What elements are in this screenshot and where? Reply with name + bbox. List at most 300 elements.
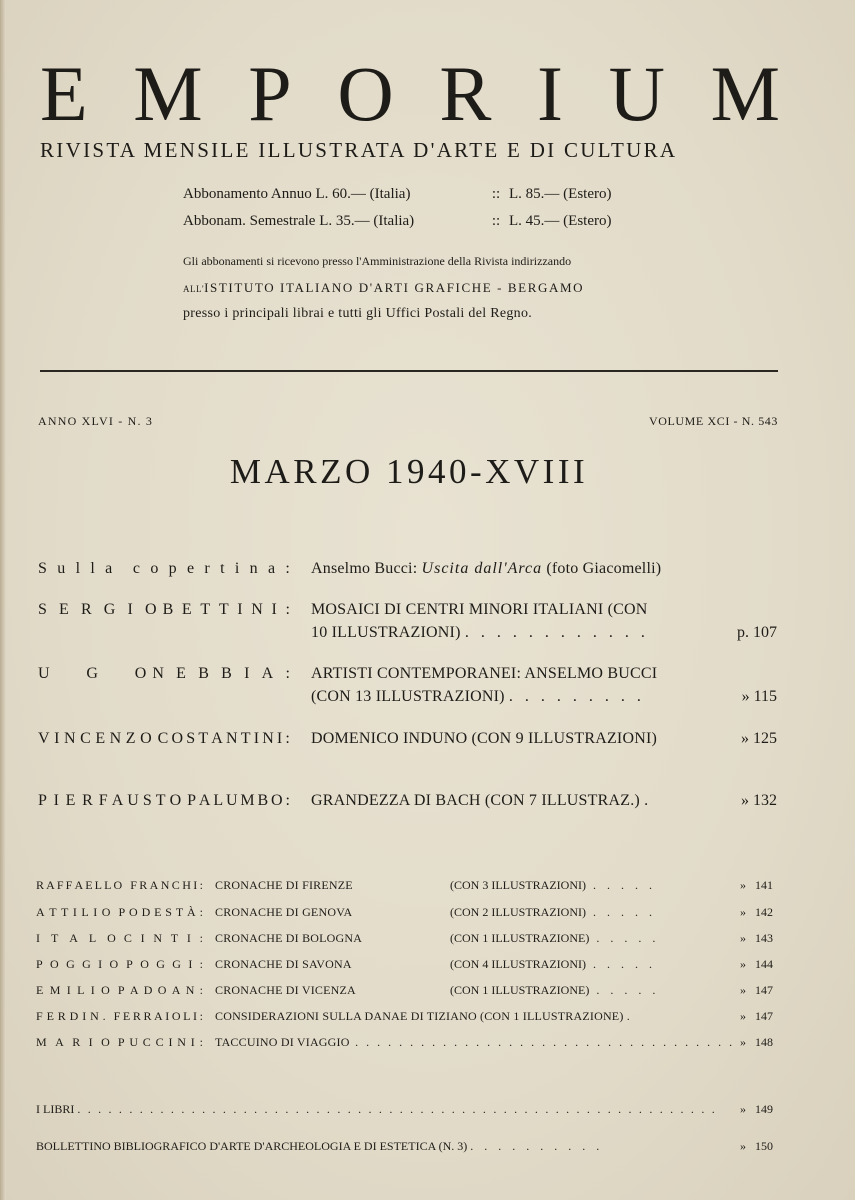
chronicle-title [215,957,352,972]
author-word [118,905,203,920]
note-prefix: ALL' [183,284,205,294]
article-title-line2: 10 ILLUSTRAZIONI) [311,624,461,641]
author-letter: E [176,665,186,682]
author-word [152,665,290,683]
author-letter: L [77,983,85,997]
author-letter: H [182,878,191,892]
title-letter: E [40,50,88,137]
books-entry [36,1102,717,1117]
author-letter: I [66,983,71,997]
chronicle-title [215,1009,630,1024]
author-letter: E [65,792,76,809]
chronicle-title-text: TACCUINO DI VIAGGIO [215,1035,350,1049]
author-letter: L [88,931,97,945]
author-letter: N [152,665,164,682]
author-letter: T [61,905,69,919]
author-letter: R [72,1035,81,1049]
leader-dots: . . . . . . . . . . . . . . . . . . . . . . . . . . . . . . . . . . . . . . . . . . . . . . . . . . . . . . . . . . . . . . [77,1102,717,1116]
author-letter: T [175,905,184,919]
author-word [114,1009,203,1024]
author-letter: O [169,792,182,809]
subscription-separator: :: [491,213,501,229]
author-letter: O [109,957,119,971]
chronicle-author [36,878,203,893]
chronicle-illustrations [450,878,656,893]
books-page [740,1102,773,1117]
author-letter: E [36,983,44,997]
chronicle-page [740,878,773,893]
author-letter: : [199,983,203,997]
article-author [38,601,290,619]
author-letter: O [101,905,111,919]
chronicle-title-text: CRONACHE DI VICENZA [215,983,356,997]
subscription-semester-abroad: L. 45.— (Estero) [509,213,612,229]
cover-label-letter: a [267,560,276,577]
author-letter: V [38,730,50,747]
author-letter: E [85,878,93,892]
author-word [36,878,122,893]
chronicle-title [215,905,352,920]
author-letter: D [143,983,153,997]
cover-work: Uscita dall'Arca [421,560,543,577]
page-mark: » [740,931,746,945]
page-mark: » [740,878,746,892]
chronicle-author [36,1035,203,1050]
author-word [38,665,146,683]
author-letter: : [285,665,290,682]
title-letter: M [133,50,203,137]
page-prefix: p. [737,624,749,641]
page-mark: » [740,1009,746,1023]
page-binding-edge [0,0,6,1200]
article-author [38,730,290,748]
author-letter: E [122,1009,131,1023]
chronicle-author [36,905,203,920]
chronicle-illustrations [450,931,659,946]
author-letter: O [171,730,184,747]
author-letter: I [193,1009,198,1023]
illustration-count: (CON 3 ILLUSTRAZIONI) [450,878,586,892]
author-letter: I [165,1009,170,1023]
article-title: DOMENICO INDUNO (CON 9 ILLUSTRAZIONI) [311,730,658,747]
author-letter: I [127,601,133,618]
author-letter: I [54,730,60,747]
author-letter: P [187,792,197,809]
issue-volume: VOLUME XCI - N. 543 [648,414,778,428]
article-title-cont [311,624,649,642]
chronicle-title-text: CONSIDERAZIONI SULLA DANAE DI TIZIANO (CON 1 ILLUSTRAZIONE) . [215,1009,630,1023]
page-mark: » [740,905,746,919]
author-letter: L [213,792,224,809]
page-mark: » [740,957,746,971]
chronicle-page [740,931,773,946]
author-letter: O [107,931,116,945]
author-word [118,1035,203,1050]
page-number: 144 [755,957,773,971]
author-letter: I [190,1035,195,1049]
author-letter: F [65,878,73,892]
page-number: 141 [755,878,773,892]
magazine-title [40,50,780,137]
leader-dots: . . . . . . . . . . . . [464,624,649,641]
author-letter: S [186,730,196,747]
cover-description [311,560,661,578]
author-word [36,1035,110,1050]
author-letter: E [95,730,106,747]
cover-label-letter: r [204,560,210,577]
leader-dots: . . . . . . . . . . . . . . . . . . . . . . . . . . . . . . . . . . . [349,1035,735,1049]
author-letter: C [123,931,132,945]
chronicle-page [740,1035,773,1050]
author-letter: P [126,957,133,971]
author-letter: A [154,1009,163,1023]
leader-dots: . . . . . [585,957,656,971]
author-letter: M [49,983,61,997]
leader-dots: . . . . . [585,878,656,892]
author-letter: T [155,792,166,809]
subscription-semester-price: Abbonam. Semestrale L. 35.— (Italia) [183,213,415,229]
author-letter: B [198,665,209,682]
author-letter: R [132,1009,141,1023]
author-letter: R [82,792,93,809]
page-number: 148 [755,1035,773,1049]
cover-label-letter: l [90,560,95,577]
issue-anno: ANNO XLVI - N. 3 [38,414,154,428]
author-word [126,957,203,972]
page-mark: » [740,1139,746,1153]
author-letter: L [94,878,102,892]
author-letter: C [80,730,91,747]
illustration-count: (CON 4 ILLUSTRAZIONI) [450,957,586,971]
author-letter: I [93,905,98,919]
author-letter: N [153,931,163,945]
author-letter: O [144,601,157,618]
author-letter: A [211,730,223,747]
author-letter: P [118,905,126,919]
author-letter: C [157,730,169,747]
author-letter: P [36,957,43,971]
illustration-count: (CON 1 ILLUSTRAZIONE) [450,983,590,997]
author-letter: I [140,931,145,945]
author-letter: E [181,601,192,618]
author-letter: O [101,1035,110,1049]
author-letter: I [72,905,77,919]
author-letter: N [90,1009,99,1023]
author-letter: O [101,983,110,997]
article-author [38,792,290,810]
author-letter: I [193,878,198,892]
article-page [737,624,777,642]
page-number: 149 [755,1102,773,1116]
author-letter: F [56,878,64,892]
author-word [36,905,110,920]
author-letter: : [285,792,290,809]
author-letter: I [244,665,250,682]
author-word [130,878,203,893]
page-number: 132 [753,792,777,809]
page-number: 147 [755,1009,773,1023]
subscription-semester [183,213,611,230]
article-page [741,792,777,810]
chronicle-author [36,957,203,972]
author-letter: T [218,601,229,618]
article-title-cont [311,688,645,706]
author-letter: I [88,1035,93,1049]
chronicle-page [740,983,773,998]
page-mark: » [740,1102,746,1116]
author-word [158,730,290,748]
author-letter: A [198,792,211,809]
publisher-name: ISTITUTO ITALIANO D'ARTI GRAFICHE - BERGAMO [204,280,585,295]
chronicle-title-text: CRONACHE DI BOLOGNA [215,931,363,945]
author-letter: L [81,905,89,919]
author-letter: : [199,931,203,945]
author-letter: I [53,792,59,809]
chronicle-page [740,1009,773,1024]
cover-credit: (foto Giacomelli) [546,560,662,577]
author-word [36,983,110,998]
author-letter: G [66,957,75,971]
article-page [741,730,777,748]
author-letter: A [129,983,139,997]
author-letter: O [271,792,283,809]
chronicle-page [740,957,773,972]
chronicle-title [215,983,356,998]
title-letter: O [337,50,394,137]
title-letter: U [608,50,665,137]
chronicle-illustrations [450,905,656,920]
author-letter: I [90,983,95,997]
author-letter: O [171,1009,181,1023]
article-title-line2: (CON 13 ILLUSTRAZIONI) [311,688,505,705]
page-mark: » [740,1035,746,1049]
author-letter: R [36,878,45,892]
leader-dots: . . . . . [589,983,660,997]
illustration-count: (CON 1 ILLUSTRAZIONE) [450,931,590,945]
page-number: 115 [753,688,777,705]
author-letter: N [160,878,170,892]
author-letter: O [140,957,149,971]
author-letter: F [113,1009,121,1023]
author-letter: A [36,905,45,919]
author-letter: S [165,905,172,919]
author-letter: A [171,983,181,997]
author-letter: T [200,601,211,618]
author-letter: A [111,792,124,809]
author-letter: A [261,665,274,682]
cover-label [38,560,290,578]
author-letter: E [59,601,69,618]
author-letter: U [225,792,238,809]
author-letter: S [38,601,47,618]
cover-label-letter: e [186,560,195,577]
cover-label-letter: S [38,560,47,577]
page-number: 107 [753,624,777,641]
leader-dots: . . . . . [585,905,656,919]
misc-title: BOLLETTINO BIBLIOGRAFICO D'ARTE D'ARCHEOLOGIA E DI ESTETICA (N. 3) [36,1139,468,1153]
author-letter: R [80,601,92,618]
title-letter: P [248,50,292,137]
author-word [36,1009,106,1024]
author-letter: I [186,931,191,945]
cover-artist: Anselmo Bucci: [311,560,418,577]
author-letter: A [74,878,84,892]
author-letter: S [142,792,152,809]
author-letter: . [102,1009,106,1023]
magazine-subtitle: RIVISTA MENSILE ILLUSTRATA D'ARTE E DI CULTURA [40,138,678,162]
misc-title: I LIBRI [36,1102,75,1116]
author-word [38,730,152,748]
issue-date: MARZO 1940-XVIII [229,452,589,491]
author-letter: À [187,905,196,919]
cover-label-letter: n [249,560,258,577]
bulletin-page [740,1139,773,1154]
page-number: 147 [755,983,773,997]
author-letter: E [46,1009,54,1023]
author-letter: G [156,957,165,971]
author-letter: I [237,601,243,618]
author-letter: N [63,730,76,747]
author-letter: I [271,601,277,618]
cover-label-letter: a [105,560,113,577]
page-prefix: » [741,688,750,705]
author-letter: F [36,1009,43,1023]
author-letter: : [285,730,290,747]
author-word [99,792,181,810]
author-letter: : [199,1009,203,1023]
author-letter: O [140,730,152,747]
author-letter: U [127,792,139,809]
page-number: 125 [753,730,777,747]
author-letter: A [149,878,159,892]
author-letter: I [253,730,260,747]
author-letter: C [155,1035,164,1049]
author-letter: G [103,601,116,618]
author-letter: O [113,878,123,892]
author-letter: I [276,730,283,747]
page-mark: » [740,983,746,997]
cover-label-letter: : [285,560,290,577]
author-letter: M [240,792,255,809]
author-letter: I [168,1035,173,1049]
author-letter: : [199,957,204,971]
cover-label-letter: p [168,560,177,577]
chronicle-title-text: CRONACHE DI SAVONA [215,957,352,971]
title-letter: R [439,50,492,137]
author-word [38,601,157,619]
author-letter: A [69,931,78,945]
chronicle-illustrations [450,983,659,998]
chronicle-author [36,983,203,998]
author-letter: B [162,601,174,618]
cover-label-letter: o [150,560,159,577]
author-letter: C [171,878,180,892]
leader-dots: . . . . . [589,931,660,945]
author-word [118,983,203,998]
author-letter: N [251,601,263,618]
author-letter: N [177,1035,186,1049]
chronicle-title-text: CRONACHE DI FIRENZE [215,878,353,892]
author-letter: B [221,665,232,682]
author-letter: : [285,601,290,618]
article-title: MOSAICI DI CENTRI MINORI ITALIANI (CON [311,601,648,618]
author-word [187,792,290,810]
subscription-note-line1: Gli abbonamenti si ricevono presso l'Amministrazione della Rivista indirizzando [183,254,572,268]
author-letter: F [98,792,108,809]
article-page [742,688,777,706]
author-letter: G [82,957,91,971]
chronicle-title [215,878,353,893]
author-letter: N [226,730,238,747]
author-letter: D [141,905,151,919]
author-letter: : [199,1035,203,1049]
chronicle-illustrations [450,957,656,972]
subscription-annual-abroad: L. 85.— (Estero) [509,186,612,202]
chronicle-title-text: CRONACHE DI GENOVA [215,905,353,919]
author-letter: M [36,1035,47,1049]
author-letter: A [46,878,55,892]
article-author [38,665,290,683]
subscription-note-line3: presso i principali librai e tutti gli Uffici Postali del Regno. [183,306,533,321]
author-letter: P [117,983,125,997]
author-letter: O [134,665,147,682]
author-letter: T [49,905,57,919]
leader-dots: . . . . . . . . . [508,688,645,705]
author-letter: G [86,665,98,682]
author-letter: O [157,983,167,997]
author-letter: R [57,1009,66,1023]
divider-rule [40,370,778,372]
subscription-separator: :: [491,186,501,202]
article-title: ARTISTI CONTEMPORANEI: ANSELMO BUCCI [311,665,658,682]
chronicle-author [36,1009,203,1024]
author-letter: D [69,1009,79,1023]
author-word [38,792,93,810]
author-letter: R [139,878,148,892]
leader-dots: . . . . . . . . . . [470,1139,604,1153]
author-letter: O [129,905,138,919]
page-prefix: » [741,792,749,809]
author-letter: T [50,931,59,945]
cover-label-letter: i [234,560,240,577]
author-letter: T [170,931,179,945]
subscription-note-line2 [183,280,584,296]
author-letter: F [130,878,137,892]
author-letter: N [109,730,122,747]
chronicle-author [36,931,203,946]
cover-label-letter: t [220,560,225,577]
author-letter: P [38,792,47,809]
author-letter: : [199,878,203,892]
subscription-annual-price: Abbonamento Annuo L. 60.— (Italia) [183,186,411,202]
author-letter: T [198,730,209,747]
author-letter: B [257,792,269,809]
page-number: 142 [755,905,773,919]
article-title: GRANDEZZA DI BACH (CON 7 ILLUSTRAZ.) . [311,792,649,809]
page-prefix: » [741,730,749,747]
author-letter: : [199,905,203,919]
author-letter: Z [125,730,136,747]
author-word [163,601,290,619]
author-word [124,931,203,946]
author-letter: I [36,931,40,945]
author-letter: R [143,1009,152,1023]
author-letter: C [142,1035,151,1049]
cover-label-letter: c [132,560,140,577]
author-letter: G [172,957,181,971]
chronicle-page [740,905,773,920]
author-letter: O [50,957,59,971]
